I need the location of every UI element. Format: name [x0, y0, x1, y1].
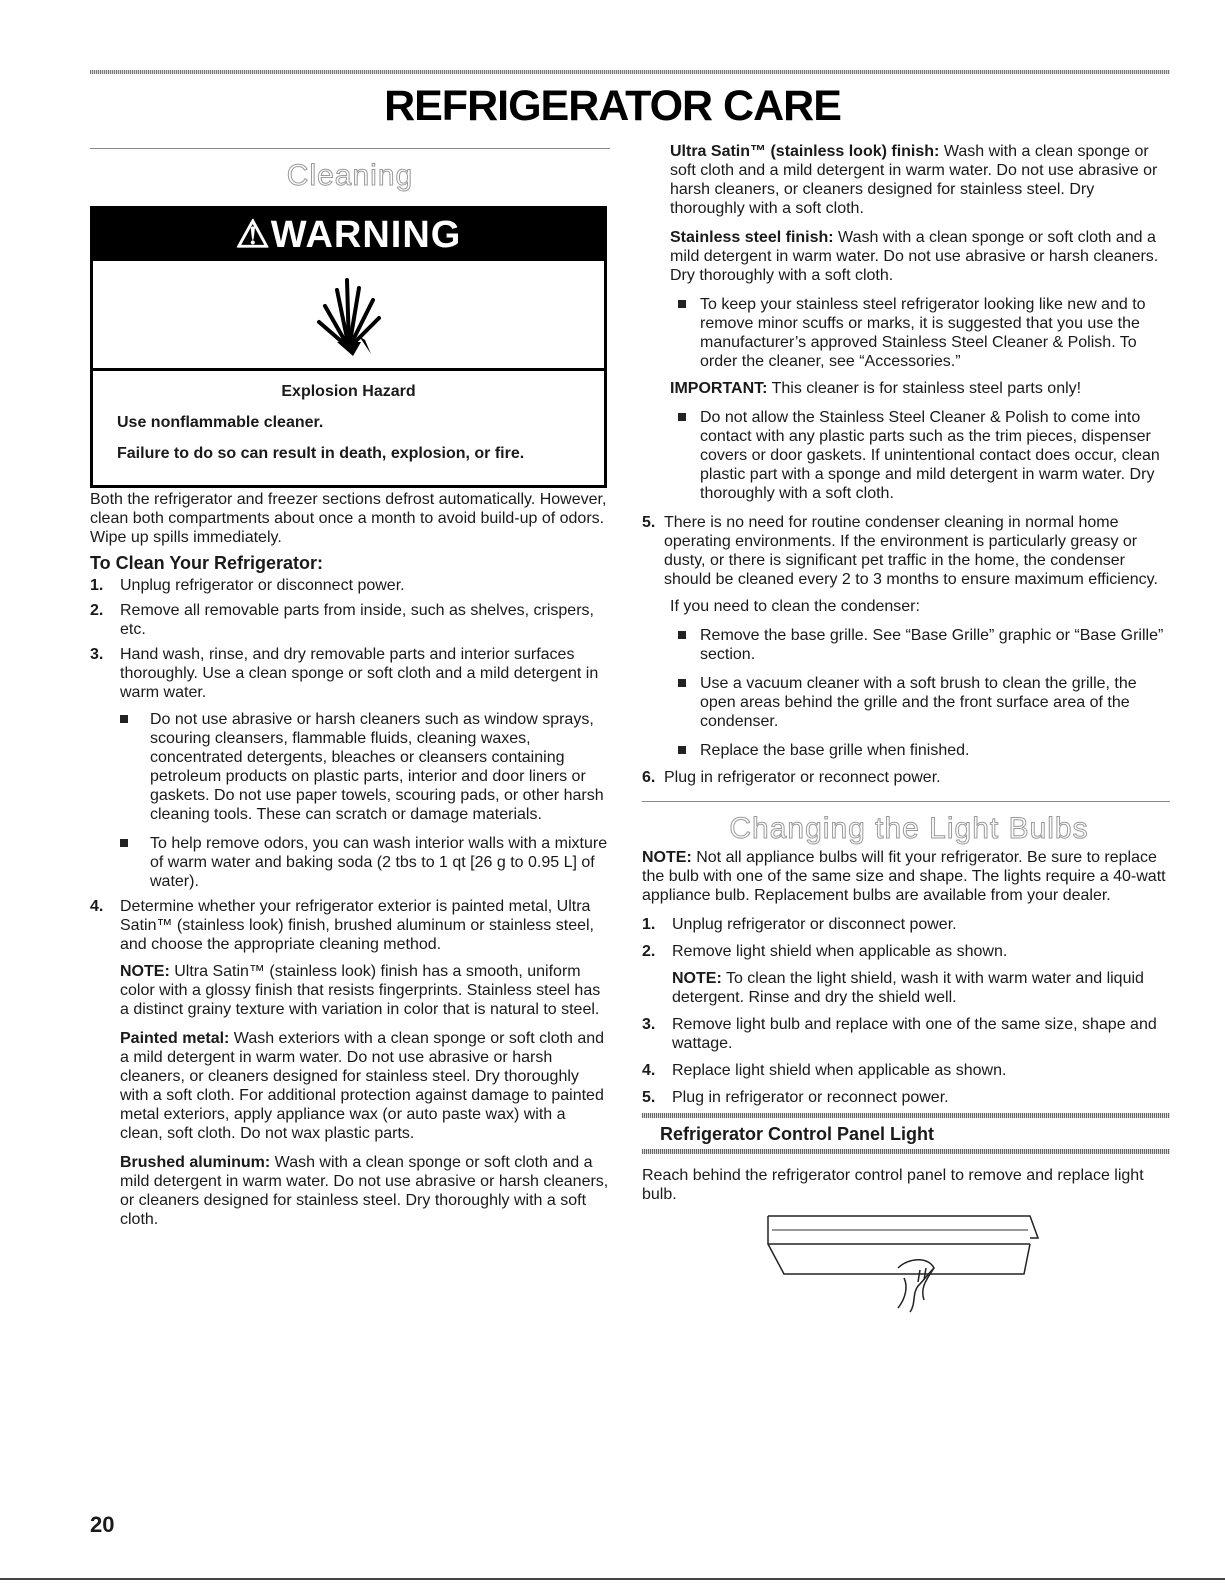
dotted-rule	[642, 1149, 1170, 1154]
step-text: Hand wash, rinse, and dry removable parts and interior surfaces thoroughly. Use a clean sponge or soft cloth and a mild detergent in warm water.	[120, 646, 599, 701]
step-5	[642, 513, 1170, 589]
step-text: Determine whether your refrigerator exterior is painted metal, Ultra Satin™ (stainless look) finish, brushed aluminum or stainless steel, and choose the appropriate cleaning method.	[120, 898, 594, 953]
step-text: Plug in refrigerator or reconnect power.	[672, 1089, 949, 1106]
warning-line-2: Failure to do so can result in death, explosion, or fire.	[117, 445, 525, 462]
condenser-intro: If you need to clean the condenser:	[670, 598, 920, 615]
stainless-paragraph	[648, 228, 1170, 285]
step-number: 3.	[90, 646, 104, 663]
step-4-note	[90, 962, 610, 1019]
note-label: NOTE:	[642, 849, 692, 866]
page-number: 20	[90, 1512, 115, 1537]
step-text: Remove light shield when applicable as shown.	[672, 943, 1008, 960]
brushed-label: Brushed aluminum:	[120, 1154, 271, 1171]
important-text: This cleaner is for stainless steel parts only!	[767, 380, 1082, 397]
stainless-bullet: To keep your stainless steel refrigerator looking like new and to remove minor scuffs or marks, it is suggested that you use the manufacturer’s approved Stainless Steel Cleaner & Polish. To order the cleaner, see “Accessories.”	[648, 295, 1170, 371]
top-dotted-rule	[90, 70, 1170, 74]
condenser-bullet-2: Use a vacuum cleaner with a soft brush to clean the grille, the open areas behind the grille and the front surface area of the condenser.	[648, 674, 1170, 731]
step-1	[90, 576, 610, 595]
warning-line-1: Use nonflammable cleaner.	[117, 414, 324, 431]
important-bullet: Do not allow the Stainless Steel Cleaner & Polish to come into contact with any plastic parts such as the trim pieces, dispenser covers or door gaskets. If unintentional contact does occur, clean plastic part with a sponge and mild detergent in warm water. Dry thoroughly with a soft cloth.	[648, 408, 1170, 503]
dotted-rule	[642, 1113, 1170, 1118]
explosion-icon	[309, 270, 389, 360]
section-rule	[642, 801, 1170, 802]
step-text: Unplug refrigerator or disconnect power.	[120, 577, 405, 594]
step-text: Remove light bulb and replace with one of the same size, shape and wattage.	[672, 1016, 1157, 1052]
warning-box	[90, 206, 607, 488]
right-column	[642, 142, 1170, 1328]
step-2	[90, 601, 610, 639]
painted-metal-paragraph	[90, 1029, 610, 1143]
step-number: 3.	[642, 1016, 656, 1033]
step-number: 6.	[642, 769, 656, 786]
painted-label: Painted metal:	[120, 1030, 230, 1047]
bulbs-note	[642, 848, 1170, 905]
bulb-step-4	[642, 1061, 1170, 1080]
left-column	[90, 148, 610, 193]
light-bulbs-heading: Changing the Light Bulbs	[729, 812, 1089, 845]
intro-paragraph: Both the refrigerator and freezer sections defrost automatically. However, clean both compartments about once a month to avoid build-up of odors. Wipe up spills immediately.	[90, 491, 607, 546]
important-paragraph	[648, 379, 1170, 398]
condenser-bullet-3: Replace the base grille when finished.	[648, 741, 1170, 760]
note-label: NOTE:	[120, 963, 170, 980]
condenser-bullet-1: Remove the base grille. See “Base Grille” graphic or “Base Grille” section.	[648, 626, 1170, 664]
bulb-step-2	[642, 942, 1170, 961]
step-4	[90, 897, 610, 954]
bulb-step-3	[642, 1015, 1170, 1053]
brushed-text: Wash with a clean sponge or soft cloth and a mild detergent in warm water. Do not use abrasive or harsh cleaners, or cleaners designed for stainless steel. Dry thoroughly with a soft cloth.	[120, 1154, 609, 1228]
step-number: 1.	[90, 577, 104, 594]
ultra-text: Wash with a clean sponge or soft cloth and a mild detergent in warm water. Do not use abrasive or harsh cleaners, or cleaners designed for stainless steel. Dry thoroughly with a soft cloth.	[670, 143, 1158, 217]
bulb-step-1	[642, 915, 1170, 934]
step-number: 5.	[642, 514, 656, 531]
step-6	[642, 768, 1170, 787]
to-clean-heading: To Clean Your Refrigerator:	[90, 553, 324, 573]
control-panel-title: Refrigerator Control Panel Light	[660, 1124, 935, 1144]
step-text: Replace light shield when applicable as shown.	[672, 1062, 1007, 1079]
stainless-label: Stainless steel finish:	[670, 229, 834, 246]
section-rule	[90, 148, 610, 149]
step-number: 2.	[90, 602, 104, 619]
note-text: To clean the light shield, wash it with warm water and liquid detergent. Rinse and dry the shield well.	[672, 970, 1144, 1006]
control-panel-illustration	[748, 1208, 1048, 1328]
step-number: 1.	[642, 916, 656, 933]
warning-header: ⚠WARNING	[93, 209, 604, 261]
step-text: Remove all removable parts from inside, such as shelves, crispers, etc.	[120, 602, 594, 638]
bulb-step-5	[642, 1088, 1170, 1107]
step-3-bullet-2: To help remove odors, you can wash interior walls with a mixture of warm water and baking soda (2 tbs to 1 qt [26 g to 0.95 L] of water).	[90, 834, 610, 891]
step-text: Unplug refrigerator or disconnect power.	[672, 916, 957, 933]
bulb-step-2-note	[642, 969, 1170, 1007]
step-3	[90, 645, 610, 702]
left-text-column	[90, 490, 610, 1229]
step-text: Plug in refrigerator or reconnect power.	[664, 769, 941, 786]
step-number: 5.	[642, 1089, 656, 1106]
explosion-area	[93, 261, 604, 371]
note-text: Ultra Satin™ (stainless look) finish has a smooth, uniform color with a glossy finish that resists fingerprints. Stainless steel has a distinct grainy texture with variation in color that is natural to steel.	[120, 963, 601, 1018]
ultra-satin-paragraph	[648, 142, 1170, 218]
brushed-aluminum-paragraph	[90, 1153, 610, 1229]
ultra-label: Ultra Satin™ (stainless look) finish:	[670, 143, 940, 160]
step-text: There is no need for routine condenser cleaning in normal home operating environments. If the environment is particularly greasy or dusty, or there is significant pet traffic in the home, the condenser should be cleaned every 2 to 3 months to ensure maximum efficiency.	[664, 514, 1158, 588]
bottom-rule	[0, 1578, 1225, 1580]
page-title: REFRIGERATOR CARE	[384, 82, 841, 130]
control-panel-text: Reach behind the refrigerator control panel to remove and replace light bulb.	[642, 1167, 1144, 1203]
step-number: 4.	[642, 1062, 656, 1079]
step-3-bullet-1: Do not use abrasive or harsh cleaners such as window sprays, scouring cleansers, flammable fluids, cleaning waxes, concentrated detergents, bleaches or cleansers containing petroleum products on plastic parts, interior and door liners or gaskets. Do not use paper towels, scouring pads, or other harsh cleaning tools. These can scratch or damage materials.	[90, 710, 610, 824]
warning-body	[93, 371, 604, 463]
hazard-title: Explosion Hazard	[281, 383, 416, 400]
cleaning-heading: Cleaning	[286, 159, 414, 192]
step-number: 4.	[90, 898, 104, 915]
step-number: 2.	[642, 943, 656, 960]
important-label: IMPORTANT:	[670, 380, 768, 397]
note-label: NOTE:	[672, 970, 722, 987]
stainless-text: Wash with a clean sponge or soft cloth and a mild detergent in warm water. Do not use abrasive or harsh cleaners. Dry thoroughly with a soft cloth.	[670, 229, 1159, 284]
note-text: Not all appliance bulbs will fit your refrigerator. Be sure to replace the bulb with one of the same size and shape. The lights require a 40-watt appliance bulb. Replacement bulbs are available from your dealer.	[642, 849, 1166, 904]
painted-text: Wash exteriors with a clean sponge or soft cloth and a mild detergent in warm water. Do not use abrasive or harsh cleaners, or cleaners designed for stainless steel. Dry thoroughly with a soft cloth. For additional protection against damage to painted metal exteriors, apply appliance wax (or auto paste wax) with a clean, soft cloth. Do not wax plastic parts.	[120, 1030, 605, 1142]
